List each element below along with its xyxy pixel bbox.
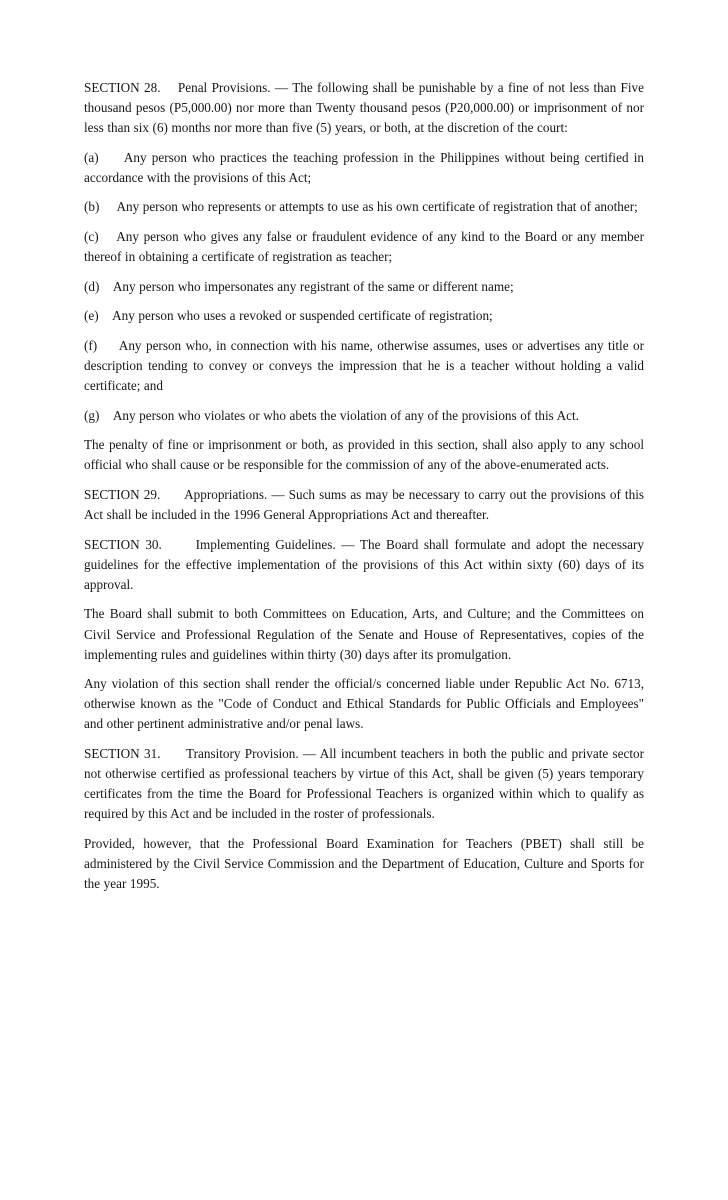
paragraph-section-28: SECTION 28. Penal Provisions. — The following shall be punishable by a fine of not less than Five thousand pesos (P5,000.00) nor more than Twenty thousand pesos (P20,000.00) or imprisonment of nor less than six (6) months nor more than five (5) years, or both, at the discretion of the court:	[84, 80, 648, 136]
paragraph-clause-e: (e) Any person who uses a revoked or suspended certificate of registration;	[84, 308, 493, 324]
paragraph-section-31: SECTION 31. Transitory Provision. — All incumbent teachers in both the public and private sector not otherwise certified as professional teachers by virtue of this Act, shall be given (5) years temporary certificates from the time the Board for Professional Teachers is organized within which to qualify as required by this Act and be included in the roster of professionals.	[84, 746, 648, 822]
paragraph-clause-a: (a) Any person who practices the teaching profession in the Philippines without being certified in accordance with the provisions of this Act;	[84, 149, 648, 185]
paragraph-board-submission: The Board shall submit to both Committees on Education, Arts, and Culture; and the Committees on Civil Service and Professional Regulation of the Senate and House of Representatives, copies of the implementing rules and guidelines within thirty (30) days after its promulgation.	[84, 606, 648, 662]
paragraph-section-29: SECTION 29. Appropriations. — Such sums as may be necessary to carry out the provisions of this Act shall be included in the 1996 General Appropriations Act and thereafter.	[84, 487, 647, 523]
paragraph-clause-b: (b) Any person who represents or attempts to use as his own certificate of registration that of another;	[84, 199, 638, 215]
paragraph-section-30: SECTION 30. Implementing Guidelines. — The Board shall formulate and adopt the necessary guidelines for the effective implementation of the provisions of this Act within sixty (60) days of its approval.	[84, 536, 648, 592]
paragraph-clause-d: (d) Any person who impersonates any registrant of the same or different name;	[84, 278, 514, 294]
paragraph-penalty-applies-to-officials: The penalty of fine or imprisonment or both, as provided in this section, shall also apply to any school official who shall cause or be responsible for the commission of any of the above-enumerated acts.	[84, 437, 648, 473]
document-text-column	[84, 78, 648, 894]
paragraph-clause-c: (c) Any person who gives any false or fraudulent evidence of any kind to the Board or any member thereof in obtaining a certificate of registration as teacher;	[84, 229, 648, 265]
paragraph-pbet-proviso: Provided, however, that the Professional Board Examination for Teachers (PBET) shall still be administered by the Civil Service Commission and the Department of Education, Culture and Sports for the year 1995.	[84, 835, 648, 892]
paragraph-clause-g: (g) Any person who violates or who abets the violation of any of the provisions of this Act.	[84, 407, 579, 423]
paragraph-ra-6713-liability: Any violation of this section shall render the official/s concerned liable under Republic Act No. 6713, otherwise known as the "Code of Conduct and Ethical Standards for Public Officials and Employees" and other pertinent administrative and/or penal laws.	[84, 676, 648, 732]
paragraph-clause-f: (f) Any person who, in connection with his name, otherwise assumes, uses or advertises any title or description tending to convey or conveys the impression that he is a teacher without holding a valid certificate; and	[84, 337, 648, 394]
